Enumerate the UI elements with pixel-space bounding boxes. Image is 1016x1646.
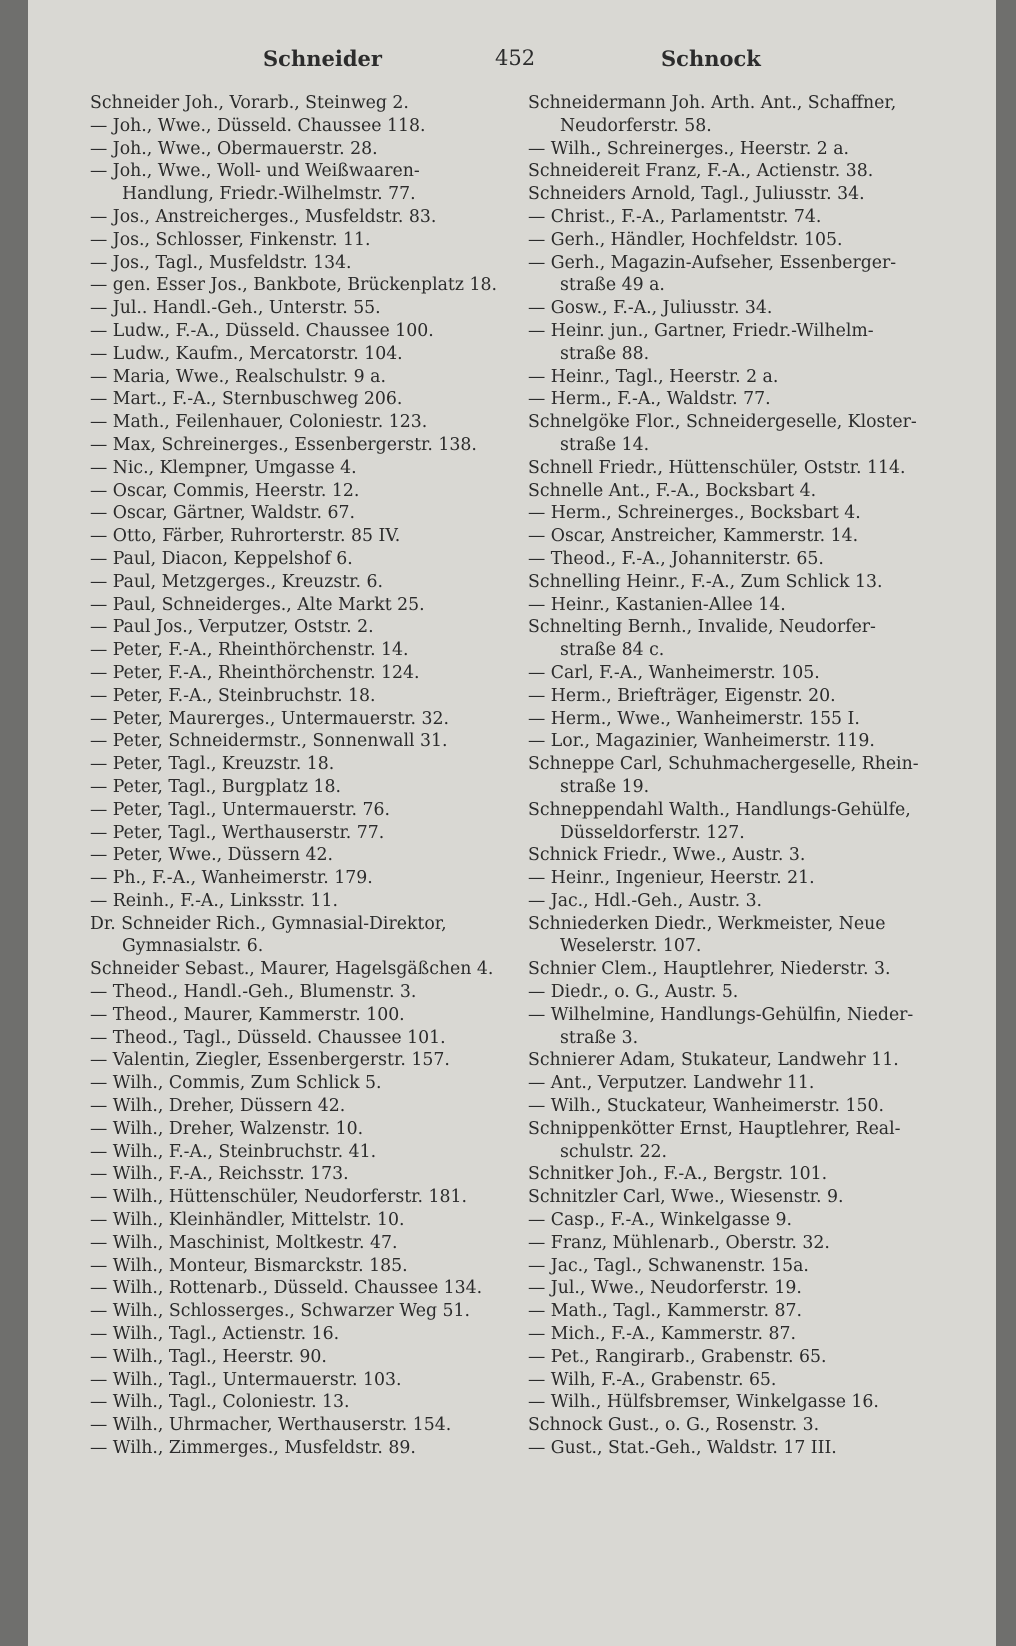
entry-text: — Wilh., Uhrmacher, Werthauserstr. 154. <box>90 1415 452 1436</box>
entry-text: — Theod., Handl.-Geh., Blumenstr. 3. <box>90 982 417 1003</box>
entry-text: Schneidereit Franz, F.-A., Actienstr. 38. <box>528 161 874 182</box>
directory-entry <box>528 890 963 913</box>
entry-text: — Reinh., F.-A., Linksstr. 11. <box>90 890 338 911</box>
directory-entry <box>528 616 963 662</box>
entry-text: Schnick Friedr., Wwe., Austr. 3. <box>528 845 806 866</box>
entry-text: — Carl, F.-A., Wanheimerstr. 105. <box>528 662 820 683</box>
entry-text: Dr. Schneider Rich., Gymnasial-Direktor, <box>90 913 447 934</box>
entry-text: Schneidermann Joh. Arth. Ant., Schaffner, <box>528 93 897 113</box>
directory-entry <box>528 502 963 525</box>
directory-entry <box>90 229 510 252</box>
directory-entry <box>90 730 510 753</box>
directory-entry <box>90 913 510 959</box>
entry-text: — gen. Esser Jos., Bankbote, Brückenplatz 18. <box>90 275 497 296</box>
directory-entry <box>528 1072 963 1095</box>
directory-entry <box>90 366 510 389</box>
entry-continuation: schulstr. 22. <box>560 1141 667 1162</box>
entry-text: — Wilh., Commis, Zum Schlick 5. <box>90 1073 382 1094</box>
entry-text: — Gerh., Magazin-Aufseher, Essenberger- <box>528 252 897 273</box>
entry-continuation: straße 3. <box>560 1027 639 1048</box>
entry-text: — Wilh., Schlosserges., Schwarzer Weg 51. <box>90 1301 471 1322</box>
left-column <box>90 92 510 1460</box>
entry-text: — Wilh., F.-A., Reichsstr. 173. <box>90 1164 349 1185</box>
directory-entry <box>528 183 963 206</box>
entry-text: — Franz, Mühlenarb., Oberstr. 32. <box>528 1232 830 1253</box>
directory-entry <box>90 434 510 457</box>
entry-text: — Wilh., Kleinhändler, Mittelstr. 10. <box>90 1210 405 1231</box>
directory-entry <box>90 411 510 434</box>
entry-text: — Gosw., F.-A., Juliusstr. 34. <box>528 298 773 319</box>
directory-entry <box>528 160 963 183</box>
entry-text: — Wilh., Stuckateur, Wanheimerstr. 150. <box>528 1096 885 1117</box>
entry-text: — Joh., Wwe., Düsseld. Chaussee 118. <box>90 115 426 136</box>
header-right-keyword: Schnock <box>661 46 761 71</box>
entry-text: — Theod., Tagl., Düsseld. Chaussee 101. <box>90 1027 446 1048</box>
entry-text: Schnitker Joh., F.-A., Bergstr. 101. <box>528 1164 828 1185</box>
directory-entry <box>528 1049 963 1072</box>
entry-text: — Peter, Tagl., Kreuzstr. 18. <box>90 754 335 775</box>
directory-entry <box>528 571 963 594</box>
entry-continuation: straße 49 a. <box>560 275 665 296</box>
entry-text: — Oscar, Gärtner, Waldstr. 67. <box>90 503 355 524</box>
entry-text: — Lor., Magazinier, Wanheimerstr. 119. <box>528 731 875 752</box>
directory-entry <box>90 890 510 913</box>
entry-text: — Ant., Verputzer. Landwehr 11. <box>528 1073 815 1094</box>
directory-entry <box>90 594 510 617</box>
entry-text: — Wilh., Tagl., Actienstr. 16. <box>90 1324 340 1345</box>
directory-entry <box>90 1346 510 1369</box>
directory-entry <box>528 981 963 1004</box>
directory-entry <box>90 502 510 525</box>
entry-text: — Nic., Klempner, Umgasse 4. <box>90 457 357 478</box>
directory-entry <box>90 1186 510 1209</box>
entry-text: — Ludw., F.-A., Düsseld. Chaussee 100. <box>90 320 434 341</box>
entry-text: — Peter, Tagl., Werthauserstr. 77. <box>90 822 385 843</box>
entry-text: — Ph., F.-A., Wanheimerstr. 179. <box>90 868 373 889</box>
directory-entry <box>90 1141 510 1164</box>
directory-entry <box>90 1004 510 1027</box>
entry-text: — Math., Tagl., Kammerstr. 87. <box>528 1301 803 1322</box>
directory-entry <box>90 1323 510 1346</box>
directory-entry <box>90 776 510 799</box>
entry-text: — Heinr., Ingenieur, Heerstr. 21. <box>528 868 815 889</box>
entry-continuation: Weselerstr. 107. <box>560 936 702 957</box>
directory-entry <box>528 867 963 890</box>
entry-text: — Diedr., o. G., Austr. 5. <box>528 982 739 1003</box>
entry-text: Schniederken Diedr., Werkmeister, Neue <box>528 913 886 934</box>
directory-entry <box>528 594 963 617</box>
directory-entry <box>90 685 510 708</box>
entry-text: — Peter, F.-A., Rheinthörchenstr. 14. <box>90 640 409 661</box>
directory-entry <box>90 1255 510 1278</box>
directory-entry <box>528 297 963 320</box>
directory-entry <box>528 229 963 252</box>
directory-entry <box>90 297 510 320</box>
directory-entry <box>90 206 510 229</box>
entry-text: — Wilh., Schreinerges., Heerstr. 2 a. <box>528 138 850 159</box>
entry-text: Schnock Gust., o. G., Rosenstr. 3. <box>528 1415 820 1436</box>
directory-entry <box>528 1095 963 1118</box>
entry-text: — Mart., F.-A., Sternbuschweg 206. <box>90 389 403 410</box>
entry-text: — Valentin, Ziegler, Essenbergerstr. 157. <box>90 1050 450 1071</box>
entry-text: Schnippenkötter Ernst, Hauptlehrer, Real- <box>528 1118 901 1139</box>
directory-entry <box>528 662 963 685</box>
entry-text: — Math., Feilenhauer, Coloniestr. 123. <box>90 412 428 433</box>
entry-text: — Jul., Wwe., Neudorferstr. 19. <box>528 1278 802 1299</box>
directory-entry <box>528 1004 963 1050</box>
entry-continuation: Düsseldorferstr. 127. <box>560 822 745 843</box>
directory-entry <box>90 822 510 845</box>
entry-text: Schnelgöke Flor., Schneidergeselle, Kloster- <box>528 412 917 433</box>
entry-text: — Gerh., Händler, Hochfeldstr. 105. <box>528 229 843 250</box>
entry-text: — Heinr., Kastanien-Allee 14. <box>528 594 786 615</box>
directory-entry <box>90 958 510 981</box>
entry-text: — Jos., Tagl., Musfeldstr. 134. <box>90 252 352 273</box>
entry-text: — Paul, Metzgerges., Kreuzstr. 6. <box>90 571 384 592</box>
entry-text: — Christ., F.-A., Parlamentstr. 74. <box>528 206 822 227</box>
directory-entry <box>528 1369 963 1392</box>
page-header <box>28 46 996 78</box>
directory-entry <box>90 867 510 890</box>
directory-entry <box>528 480 963 503</box>
entry-text: — Wilh., Dreher, Düssern 42. <box>90 1096 346 1117</box>
directory-entry <box>528 1346 963 1369</box>
entry-text: — Wilhelmine, Handlungs-Gehülfin, Nieder- <box>528 1004 914 1025</box>
entry-text: — Mich., F.-A., Kammerstr. 87. <box>528 1324 796 1345</box>
entry-text: Schnell Friedr., Hüttenschüler, Oststr. 114. <box>528 457 906 478</box>
entry-text: Schneider Sebast., Maurer, Hagelsgäßchen 4. <box>90 959 494 980</box>
entry-text: — Wilh., Tagl., Heerstr. 90. <box>90 1346 327 1367</box>
entry-text: — Otto, Färber, Ruhrorterstr. 85 IV. <box>90 526 401 547</box>
entry-text: — Paul, Diacon, Keppelshof 6. <box>90 548 353 569</box>
entry-text: — Maria, Wwe., Realschulstr. 9 a. <box>90 366 386 387</box>
directory-entry <box>528 753 963 799</box>
directory-entry <box>528 1209 963 1232</box>
entry-text: — Theod., Maurer, Kammerstr. 100. <box>90 1004 405 1025</box>
directory-entry <box>90 138 510 161</box>
directory-entry <box>528 799 963 845</box>
directory-entry <box>90 639 510 662</box>
directory-entry <box>90 1369 510 1392</box>
entry-text: — Peter, Tagl., Untermauerstr. 76. <box>90 799 391 820</box>
entry-text: — Max, Schreinerges., Essenbergerstr. 138. <box>90 434 477 455</box>
directory-entry <box>90 1391 510 1414</box>
entry-continuation: Gymnasialstr. 6. <box>122 936 264 957</box>
directory-entry <box>528 1414 963 1437</box>
entry-text: — Casp., F.-A., Winkelgasse 9. <box>528 1210 792 1231</box>
directory-entry <box>90 571 510 594</box>
entry-text: — Heinr. jun., Gartner, Friedr.-Wilhelm- <box>528 320 874 341</box>
directory-entry <box>528 206 963 229</box>
entry-text: — Theod., F.-A., Johanniterstr. 65. <box>528 548 824 569</box>
directory-entry <box>528 730 963 753</box>
entry-text: Schneppe Carl, Schuhmachergeselle, Rhein- <box>528 754 919 775</box>
entry-text: Schneppendahl Walth., Handlungs-Gehülfe, <box>528 799 911 820</box>
directory-entry <box>90 799 510 822</box>
directory-entry <box>528 138 963 161</box>
directory-entry <box>90 1118 510 1141</box>
entry-text: — Pet., Rangirarb., Grabenstr. 65. <box>528 1346 827 1367</box>
entry-text: — Ludw., Kaufm., Mercatorstr. 104. <box>90 343 403 364</box>
entry-continuation: Neudorferstr. 58. <box>560 115 712 136</box>
directory-entry <box>90 525 510 548</box>
entry-continuation: straße 19. <box>560 776 650 797</box>
directory-entry <box>90 115 510 138</box>
entry-text: Schnier Clem., Hauptlehrer, Niederstr. 3. <box>528 959 891 980</box>
entry-text: — Wilh., Hüttenschüler, Neudorferstr. 181. <box>90 1187 467 1208</box>
entry-text: Schneiders Arnold, Tagl., Juliusstr. 34. <box>528 184 865 205</box>
directory-entry <box>90 1437 510 1460</box>
entry-text: — Wilh., Zimmerges., Musfeldstr. 89. <box>90 1438 416 1459</box>
directory-entry <box>90 708 510 731</box>
directory-entry <box>528 411 963 457</box>
directory-entry <box>528 388 963 411</box>
entry-text: — Wilh., Monteur, Bismarckstr. 185. <box>90 1255 408 1276</box>
directory-entry <box>90 1209 510 1232</box>
entry-continuation: straße 84 c. <box>560 640 665 661</box>
directory-entry <box>90 1414 510 1437</box>
directory-entry <box>528 1232 963 1255</box>
entry-text: Schnelle Ant., F.-A., Bocksbart 4. <box>528 480 817 501</box>
entry-text: — Paul, Schneiderges., Alte Markt 25. <box>90 594 425 615</box>
directory-entry <box>90 320 510 343</box>
entry-text: — Herm., Schreinerges., Bocksbart 4. <box>528 503 861 524</box>
entry-text: — Paul Jos., Verputzer, Oststr. 2. <box>90 617 374 638</box>
entry-text: — Peter, Schneidermstr., Sonnenwall 31. <box>90 731 448 752</box>
entry-text: — Joh., Wwe., Obermauerstr. 28. <box>90 138 378 159</box>
directory-entry <box>90 1095 510 1118</box>
directory-entry <box>528 1323 963 1346</box>
directory-entry <box>90 480 510 503</box>
entry-text: — Joh., Wwe., Woll- und Weißwaaren- <box>90 161 420 182</box>
directory-entry <box>528 708 963 731</box>
directory-entry <box>90 1300 510 1323</box>
entry-text: Schnelting Bernh., Invalide, Neudorfer- <box>528 617 876 638</box>
directory-entry <box>528 1391 963 1414</box>
entry-text: — Oscar, Anstreicher, Kammerstr. 14. <box>528 526 859 547</box>
directory-entry <box>528 1163 963 1186</box>
directory-entry <box>90 1049 510 1072</box>
directory-entry <box>528 1277 963 1300</box>
directory-entry <box>528 913 963 959</box>
entry-text: — Jac., Tagl., Schwanenstr. 15a. <box>528 1255 809 1276</box>
directory-entry <box>528 92 963 138</box>
document-page <box>28 0 996 1646</box>
entry-text: — Oscar, Commis, Heerstr. 12. <box>90 480 360 501</box>
directory-entry <box>528 1437 963 1460</box>
entry-text: — Peter, F.-A., Steinbruchstr. 18. <box>90 685 376 706</box>
entry-continuation: straße 88. <box>560 343 650 364</box>
directory-entry <box>528 1186 963 1209</box>
header-left-keyword: Schneider <box>263 46 382 71</box>
directory-entry <box>90 1277 510 1300</box>
entry-text: — Wilh., Tagl., Untermauerstr. 103. <box>90 1369 402 1390</box>
directory-entry <box>90 160 510 206</box>
entry-text: — Jos., Anstreicherges., Musfeldstr. 83. <box>90 206 437 227</box>
entry-text: Schnelling Heinr., F.-A., Zum Schlick 13. <box>528 571 883 592</box>
directory-entry <box>90 388 510 411</box>
directory-entry <box>90 92 510 115</box>
directory-entry <box>528 1118 963 1164</box>
entry-text: — Wilh., Tagl., Coloniestr. 13. <box>90 1392 350 1413</box>
entry-text: Schnierer Adam, Stukateur, Landwehr 11. <box>528 1050 899 1071</box>
directory-entry <box>90 753 510 776</box>
directory-entry <box>528 958 963 981</box>
directory-entry <box>90 981 510 1004</box>
entry-text: — Wilh, F.-A., Grabenstr. 65. <box>528 1369 777 1390</box>
directory-entry <box>90 844 510 867</box>
directory-entry <box>528 320 963 366</box>
entry-text: — Herm., F.-A., Waldstr. 77. <box>528 389 771 410</box>
directory-entry <box>90 274 510 297</box>
entry-continuation: straße 14. <box>560 434 650 455</box>
entry-text: — Jul.. Handl.-Geh., Unterstr. 55. <box>90 298 381 319</box>
directory-entry <box>528 1300 963 1323</box>
entry-text: — Jac., Hdl.-Geh., Austr. 3. <box>528 890 763 911</box>
directory-entry <box>90 1072 510 1095</box>
directory-entry <box>528 366 963 389</box>
entry-text: — Wilh., Maschinist, Moltkestr. 47. <box>90 1232 398 1253</box>
directory-entry <box>90 343 510 366</box>
directory-entry <box>528 1255 963 1278</box>
entry-text: — Jos., Schlosser, Finkenstr. 11. <box>90 229 371 250</box>
entry-text: — Peter, Tagl., Burgplatz 18. <box>90 776 341 797</box>
entry-text: — Gust., Stat.-Geh., Waldstr. 17 III. <box>528 1438 837 1459</box>
directory-entry <box>90 662 510 685</box>
entry-text: — Peter, Maurerges., Untermauerstr. 32. <box>90 708 449 729</box>
directory-entry <box>90 1232 510 1255</box>
directory-entry <box>528 844 963 867</box>
entry-text: — Wilh., Hülfsbremser, Winkelgasse 16. <box>528 1392 879 1413</box>
entry-text: — Wilh., F.-A., Steinbruchstr. 41. <box>90 1141 377 1162</box>
directory-entry <box>528 548 963 571</box>
directory-entry <box>90 1027 510 1050</box>
right-column <box>528 92 963 1460</box>
entry-text: — Wilh., Rottenarb., Düsseld. Chaussee 134. <box>90 1278 483 1299</box>
page-number: 452 <box>495 46 536 70</box>
entry-text: — Herm., Briefträger, Eigenstr. 20. <box>528 685 836 706</box>
directory-entry <box>528 252 963 298</box>
directory-entry <box>90 252 510 275</box>
directory-entry <box>528 685 963 708</box>
entry-text: — Heinr., Tagl., Heerstr. 2 a. <box>528 366 779 387</box>
directory-entry <box>90 616 510 639</box>
directory-entry <box>90 548 510 571</box>
entry-text: Schnitzler Carl, Wwe., Wiesenstr. 9. <box>528 1187 844 1208</box>
entry-text: — Peter, F.-A., Rheinthörchenstr. 124. <box>90 662 420 683</box>
entry-text: — Herm., Wwe., Wanheimerstr. 155 I. <box>528 708 860 729</box>
directory-entry <box>528 457 963 480</box>
directory-entry <box>90 1163 510 1186</box>
directory-entry <box>90 457 510 480</box>
entry-continuation: Handlung, Friedr.-Wilhelmstr. 77. <box>122 184 416 205</box>
entry-text: — Peter, Wwe., Düssern 42. <box>90 845 333 866</box>
entry-text: Schneider Joh., Vorarb., Steinweg 2. <box>90 93 409 113</box>
entry-text: — Wilh., Dreher, Walzenstr. 10. <box>90 1118 364 1139</box>
directory-entry <box>528 525 963 548</box>
